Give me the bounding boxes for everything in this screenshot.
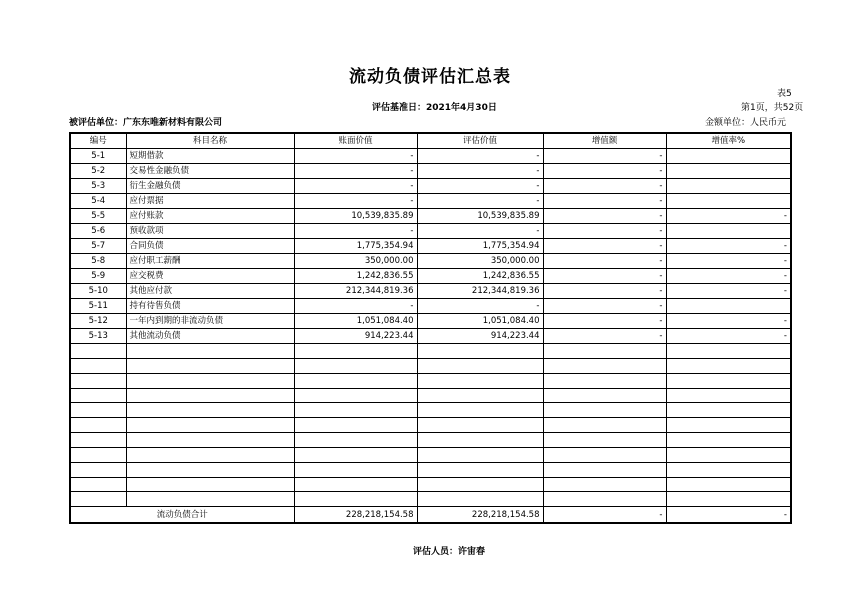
empty-cell [126,373,294,388]
row-account: 应付账款 [126,209,294,224]
row-increase: - [543,254,666,269]
table-row [70,149,791,164]
empty-cell [70,492,126,507]
row-account: 交易性金融负债 [126,164,294,179]
row-code: 5-10 [70,284,126,299]
row-code: 5-5 [70,209,126,224]
row-account: 其他应付款 [126,284,294,299]
row-account: 合同负债 [126,239,294,254]
row-appraised-value: 212,344,819.36 [417,284,543,299]
row-code: 5-2 [70,164,126,179]
row-appraised-value: - [417,194,543,209]
empty-cell [70,373,126,388]
entity-name: 被评估单位：广东东唯新材料有限公司 [69,118,223,128]
empty-cell [417,344,543,359]
row-appraised-value: - [417,299,543,314]
empty-cell [543,477,666,492]
row-book-value: - [294,194,417,209]
empty-cell [70,418,126,433]
row-rate [666,149,791,164]
empty-cell [666,492,791,507]
empty-cell [417,447,543,462]
row-code: 5-1 [70,149,126,164]
row-book-value: 1,775,354.94 [294,239,417,254]
empty-cell [70,388,126,403]
row-code: 5-13 [70,329,126,344]
empty-cell [543,433,666,448]
table-body [70,149,791,507]
row-increase: - [543,209,666,224]
empty-cell [126,477,294,492]
empty-cell [666,462,791,477]
empty-cell [666,477,791,492]
empty-cell [70,447,126,462]
table-row [70,179,791,194]
base-date: 评估基准日：2021年4月30日 [372,103,497,113]
row-book-value: - [294,179,417,194]
empty-row [70,373,791,388]
empty-cell [126,344,294,359]
empty-cell [70,403,126,418]
row-rate: - [666,329,791,344]
empty-row [70,477,791,492]
row-increase: - [543,299,666,314]
empty-cell [126,403,294,418]
empty-row [70,492,791,507]
empty-cell [417,477,543,492]
empty-cell [417,492,543,507]
table-row [70,299,791,314]
row-appraised-value: 1,775,354.94 [417,239,543,254]
empty-cell [294,373,417,388]
row-rate: - [666,284,791,299]
empty-cell [126,492,294,507]
empty-cell [666,358,791,373]
header-appraised-value: 评估价值 [417,133,543,149]
empty-cell [294,403,417,418]
row-account: 应交税费 [126,269,294,284]
row-rate: - [666,239,791,254]
row-rate: - [666,254,791,269]
row-code: 5-7 [70,239,126,254]
row-increase: - [543,284,666,299]
row-book-value: - [294,164,417,179]
total-rate: - [666,507,791,523]
total-label: 流动负债合计 [70,507,294,523]
empty-row [70,433,791,448]
table-row [70,194,791,209]
empty-row [70,462,791,477]
header-account: 科目名称 [126,133,294,149]
row-increase: - [543,269,666,284]
empty-cell [294,418,417,433]
empty-cell [294,358,417,373]
row-increase: - [543,329,666,344]
empty-cell [126,418,294,433]
empty-cell [70,462,126,477]
document-title: 流动负债评估汇总表 [349,67,511,87]
empty-cell [543,403,666,418]
row-appraised-value: 1,051,084.40 [417,314,543,329]
row-appraised-value: - [417,164,543,179]
empty-row [70,388,791,403]
empty-cell [126,388,294,403]
empty-cell [417,433,543,448]
table-row [70,314,791,329]
table-row [70,254,791,269]
row-book-value: 1,051,084.40 [294,314,417,329]
empty-cell [543,462,666,477]
empty-cell [70,358,126,373]
header-increase: 增值额 [543,133,666,149]
empty-cell [543,447,666,462]
table-header-row [70,133,791,149]
row-code: 5-3 [70,179,126,194]
empty-cell [126,358,294,373]
empty-cell [666,403,791,418]
row-book-value: 350,000.00 [294,254,417,269]
page-info: 第1页，共52页 [741,103,804,113]
row-appraised-value: 914,223.44 [417,329,543,344]
table-row [70,239,791,254]
empty-row [70,418,791,433]
row-increase: - [543,179,666,194]
row-account: 其他流动负债 [126,329,294,344]
empty-cell [70,477,126,492]
total-book-value: 228,218,154.58 [294,507,417,523]
empty-cell [417,373,543,388]
row-increase: - [543,239,666,254]
row-rate: - [666,314,791,329]
empty-cell [543,344,666,359]
empty-cell [294,477,417,492]
row-rate [666,194,791,209]
total-row [70,507,791,523]
empty-cell [126,433,294,448]
empty-cell [294,492,417,507]
table-row [70,209,791,224]
empty-cell [417,462,543,477]
empty-cell [70,344,126,359]
row-rate [666,299,791,314]
empty-cell [417,388,543,403]
currency-unit: 金额单位：人民币元 [705,118,787,128]
table-row [70,329,791,344]
total-appraised-value: 228,218,154.58 [417,507,543,523]
table-row [70,284,791,299]
row-increase: - [543,224,666,239]
row-increase: - [543,149,666,164]
row-book-value: 10,539,835.89 [294,209,417,224]
row-book-value: 212,344,819.36 [294,284,417,299]
empty-cell [294,447,417,462]
total-increase: - [543,507,666,523]
row-rate: - [666,209,791,224]
table-row [70,224,791,239]
row-book-value: 914,223.44 [294,329,417,344]
row-code: 5-8 [70,254,126,269]
row-account: 应付职工薪酬 [126,254,294,269]
row-increase: - [543,194,666,209]
row-book-value: - [294,224,417,239]
row-book-value: - [294,149,417,164]
empty-cell [543,358,666,373]
empty-cell [543,418,666,433]
table-row [70,164,791,179]
row-appraised-value: - [417,179,543,194]
row-book-value: - [294,299,417,314]
empty-row [70,358,791,373]
row-appraised-value: 1,242,836.55 [417,269,543,284]
row-code: 5-12 [70,314,126,329]
empty-cell [543,388,666,403]
row-code: 5-11 [70,299,126,314]
row-increase: - [543,164,666,179]
row-appraised-value: - [417,224,543,239]
empty-cell [294,388,417,403]
row-rate [666,224,791,239]
empty-cell [126,462,294,477]
empty-cell [294,433,417,448]
table-number: 表5 [777,89,792,99]
empty-cell [543,492,666,507]
empty-cell [543,373,666,388]
row-increase: - [543,314,666,329]
row-code: 5-6 [70,224,126,239]
empty-cell [70,433,126,448]
row-appraised-value: - [417,149,543,164]
empty-cell [666,433,791,448]
empty-cell [666,344,791,359]
empty-cell [294,462,417,477]
row-appraised-value: 350,000.00 [417,254,543,269]
row-rate: - [666,269,791,284]
row-code: 5-9 [70,269,126,284]
empty-cell [417,418,543,433]
empty-cell [417,358,543,373]
row-account: 一年内到期的非流动负债 [126,314,294,329]
row-appraised-value: 10,539,835.89 [417,209,543,224]
row-account: 衍生金融负债 [126,179,294,194]
empty-cell [666,418,791,433]
table-row [70,269,791,284]
header-code: 编号 [70,133,126,149]
row-account: 预收款项 [126,224,294,239]
liabilities-table [69,132,792,524]
row-rate [666,179,791,194]
empty-cell [666,447,791,462]
empty-cell [126,447,294,462]
empty-cell [417,403,543,418]
empty-row [70,344,791,359]
appraiser: 评估人员：许宙春 [413,547,486,557]
header-rate: 增值率% [666,133,791,149]
empty-cell [666,388,791,403]
empty-row [70,403,791,418]
row-code: 5-4 [70,194,126,209]
row-account: 应付票据 [126,194,294,209]
header-book-value: 账面价值 [294,133,417,149]
empty-row [70,447,791,462]
row-book-value: 1,242,836.55 [294,269,417,284]
empty-cell [666,373,791,388]
empty-cell [294,344,417,359]
row-account: 持有待售负债 [126,299,294,314]
row-rate [666,164,791,179]
row-account: 短期借款 [126,149,294,164]
